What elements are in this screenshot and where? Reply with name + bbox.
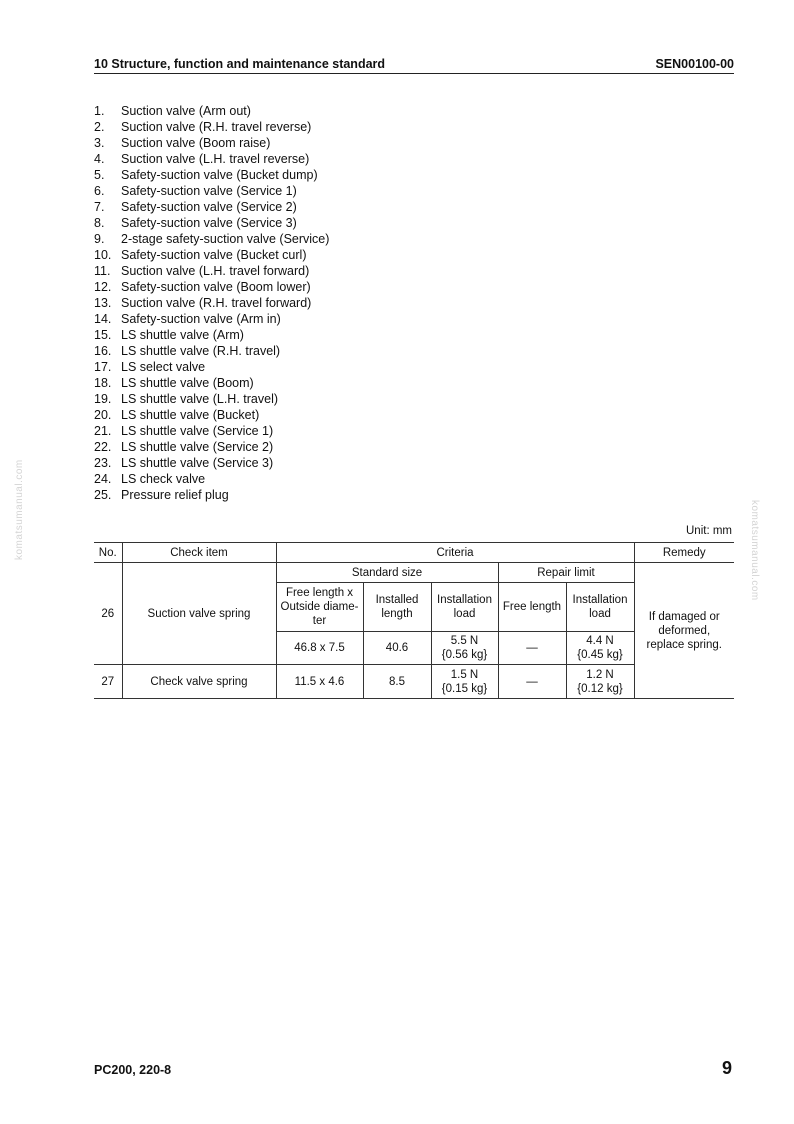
row-26-installation-load-limit xyxy=(566,632,634,665)
item-number: 12. xyxy=(94,280,112,294)
unit-label: Unit: mm xyxy=(686,525,732,537)
parts-list-item xyxy=(94,215,329,231)
item-label: Safety-suction valve (Arm in) xyxy=(121,312,281,326)
item-number: 6. xyxy=(94,184,105,198)
load-limit-value: 4.4 N xyxy=(586,635,614,647)
parts-list-item xyxy=(94,151,329,167)
item-number: 22. xyxy=(94,440,112,454)
load-value: 1.5 N xyxy=(450,668,479,681)
item-label: LS shuttle valve (Service 2) xyxy=(121,440,274,454)
item-label: LS shuttle valve (R.H. travel) xyxy=(121,344,281,358)
parts-list-item xyxy=(94,263,329,279)
page-header xyxy=(94,54,734,74)
item-number: 18. xyxy=(94,376,112,390)
item-label: Suction valve (R.H. travel forward) xyxy=(121,296,312,310)
parts-list-item xyxy=(94,231,329,247)
item-label: Safety-suction valve (Service 1) xyxy=(121,184,297,198)
remedy-cell: If damaged or deformed, replace spring. xyxy=(634,563,734,699)
parts-list-item xyxy=(94,439,329,455)
header-installation-load-limit: Installation load xyxy=(566,583,634,632)
row-26-item: Suction valve spring xyxy=(122,563,276,665)
row-26-free-length-od: 46.8 x 7.5 xyxy=(276,632,363,665)
parts-list-item xyxy=(94,375,329,391)
row-27-installation-load-limit xyxy=(566,665,634,699)
item-number: 7. xyxy=(94,200,105,214)
item-label: Suction valve (Arm out) xyxy=(121,104,251,118)
item-number: 16. xyxy=(94,344,112,358)
item-label: LS check valve xyxy=(121,472,206,486)
watermark-left: komatsumanual.com xyxy=(14,459,25,560)
item-label: LS shuttle valve (Boom) xyxy=(121,376,254,390)
item-label: LS select valve xyxy=(121,360,206,374)
header-standard-size: Standard size xyxy=(276,563,498,583)
parts-list-item xyxy=(94,247,329,263)
parts-list-item xyxy=(94,279,329,295)
parts-list-item xyxy=(94,199,329,215)
row-27-installation-load xyxy=(431,665,498,699)
load-kg: {0.15 kg} xyxy=(441,682,488,695)
load-limit-value: 1.2 N xyxy=(586,668,614,681)
spring-spec-table xyxy=(94,542,734,699)
item-number: 23. xyxy=(94,456,112,470)
parts-list-item xyxy=(94,471,329,487)
item-number: 21. xyxy=(94,424,112,438)
parts-list-item xyxy=(94,327,329,343)
item-number: 8. xyxy=(94,216,105,230)
watermark-right: komatsumanual.com xyxy=(749,500,760,601)
parts-list-item xyxy=(94,423,329,439)
item-number: 10. xyxy=(94,248,112,262)
item-number: 14. xyxy=(94,312,112,326)
item-label: Suction valve (L.H. travel forward) xyxy=(121,264,310,278)
parts-list-item xyxy=(94,167,329,183)
item-label: Suction valve (Boom raise) xyxy=(121,136,271,150)
item-label: Safety-suction valve (Bucket dump) xyxy=(121,168,318,182)
parts-list-item xyxy=(94,343,329,359)
page-number: 9 xyxy=(721,1058,732,1078)
item-label: Safety-suction valve (Service 2) xyxy=(121,200,297,214)
header-criteria: Criteria xyxy=(276,543,634,563)
parts-list-item xyxy=(94,407,329,423)
parts-list xyxy=(94,103,329,503)
row-27-no: 27 xyxy=(94,665,122,699)
footer-model: PC200, 220-8 xyxy=(94,1063,172,1077)
load-kg: {0.56 kg} xyxy=(441,649,488,661)
header-installed-length: Installed length xyxy=(363,583,431,632)
item-label: Safety-suction valve (Service 3) xyxy=(121,216,297,230)
item-number: 25. xyxy=(94,488,112,502)
parts-list-item xyxy=(94,295,329,311)
header-divider xyxy=(94,73,734,74)
load-limit-kg: {0.12 kg} xyxy=(577,682,623,695)
parts-list-item xyxy=(94,487,329,503)
header-remedy: Remedy xyxy=(634,543,734,563)
item-label: Safety-suction valve (Boom lower) xyxy=(121,280,311,294)
item-number: 20. xyxy=(94,408,112,422)
parts-list-item xyxy=(94,135,329,151)
item-label: LS shuttle valve (Service 1) xyxy=(121,424,274,438)
parts-list-item xyxy=(94,119,329,135)
item-label: LS shuttle valve (L.H. travel) xyxy=(121,392,279,406)
row-27-free-length-od: 11.5 x 4.6 xyxy=(276,665,363,699)
item-label: Safety-suction valve (Bucket curl) xyxy=(121,248,307,262)
header-installation-load: Installation load xyxy=(431,583,498,632)
row-27-installed-length: 8.5 xyxy=(363,665,431,699)
item-number: 17. xyxy=(94,360,112,374)
item-label: Suction valve (L.H. travel reverse) xyxy=(121,152,310,166)
item-number: 2. xyxy=(94,120,105,134)
item-number: 3. xyxy=(94,136,105,150)
item-number: 15. xyxy=(94,328,112,342)
item-label: LS shuttle valve (Bucket) xyxy=(121,408,260,422)
load-limit-kg: {0.45 kg} xyxy=(577,649,623,661)
header-free-length: Free length xyxy=(498,583,566,632)
item-label: Pressure relief plug xyxy=(121,488,229,502)
row-26-installation-load xyxy=(431,632,498,665)
item-label: LS shuttle valve (Service 3) xyxy=(121,456,274,470)
header-check-item: Check item xyxy=(122,543,276,563)
header-free-length-od: Free length x Outside diame-ter xyxy=(276,583,363,632)
load-value: 5.5 N xyxy=(450,635,479,647)
row-27-item: Check valve spring xyxy=(122,665,276,699)
item-number: 13. xyxy=(94,296,112,310)
item-number: 5. xyxy=(94,168,105,182)
header-repair-limit: Repair limit xyxy=(498,563,634,583)
row-27-free-length-limit: — xyxy=(498,665,566,699)
item-number: 11. xyxy=(94,264,111,278)
item-label: 2-stage safety-suction valve (Service) xyxy=(121,232,330,246)
header-no: No. xyxy=(94,543,122,563)
parts-list-item xyxy=(94,359,329,375)
item-number: 9. xyxy=(94,232,105,246)
parts-list-item xyxy=(94,391,329,407)
item-number: 1. xyxy=(94,104,105,118)
item-label: LS shuttle valve (Arm) xyxy=(121,328,244,342)
parts-list-item xyxy=(94,455,329,471)
row-26-free-length-limit: — xyxy=(498,632,566,665)
item-number: 4. xyxy=(94,152,105,166)
item-number: 24. xyxy=(94,472,112,486)
parts-list-item xyxy=(94,183,329,199)
row-26-no: 26 xyxy=(94,563,122,665)
item-label: Suction valve (R.H. travel reverse) xyxy=(121,120,312,134)
doc-code: SEN00100-00 xyxy=(655,57,734,71)
parts-list-item xyxy=(94,311,329,327)
parts-list-item xyxy=(94,103,329,119)
row-26-installed-length: 40.6 xyxy=(363,632,431,665)
section-title: 10 Structure, function and maintenance standard xyxy=(94,57,386,71)
item-number: 19. xyxy=(94,392,112,406)
